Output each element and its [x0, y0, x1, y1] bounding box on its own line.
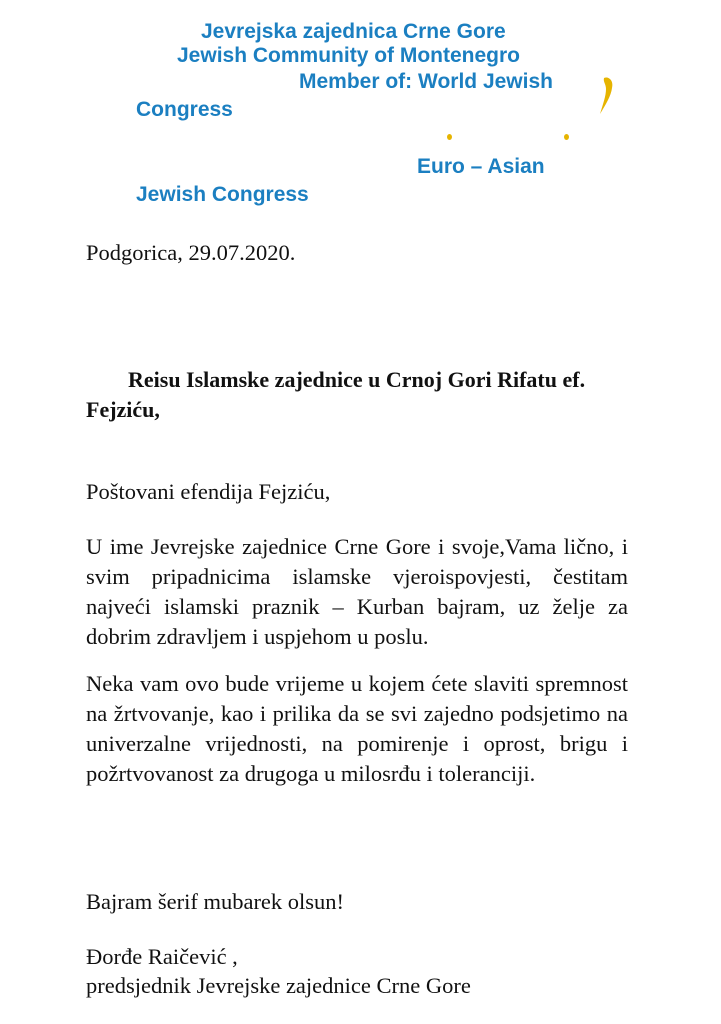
signer-name: Đorđe Raičević , — [86, 944, 238, 969]
place-and-date: Podgorica, 29.07.2020. — [86, 240, 296, 265]
membership-line: Member of: World Jewish — [299, 70, 553, 93]
closing-phrase: Bajram šerif mubarek olsun! — [86, 889, 345, 914]
greeting: Poštovani efendija Fejziću, — [86, 479, 331, 504]
recipient-heading: Reisu Islamske zajednice u Crnoj Gori Rifatu ef. Fejziću, — [86, 367, 586, 422]
membership-line-continued: Congress — [136, 98, 233, 121]
org-name-english: Jewish Community of Montenegro — [177, 44, 521, 67]
logo-fragment-icon — [594, 74, 620, 120]
logo-dot-icon — [447, 134, 452, 140]
logo-dot-icon — [564, 134, 569, 140]
membership-line-2-continued: Jewish Congress — [136, 183, 309, 206]
signer-title: predsjednik Jevrejske zajednice Crne Gore — [86, 973, 471, 998]
membership-line-2: Euro – Asian — [417, 155, 545, 178]
paragraph-wishes: Neka vam ovo bude vrijeme u kojem ćete slaviti spremnost na žrtvovanje, kao i prilika da se svi zajedno podsjetimo na univerzalne vrijednosti, na pomirenje i oprost, brigu i požrtvovanost za drugoga u milosrđu i toleranciji. — [86, 671, 628, 786]
paragraph-congratulations: U ime Jevrejske zajednice Crne Gore i svoje,Vama lično, i svim pripadnicima islamske vjeroispovjesti, čestitam najveći islamski praznik – Kurban bajram, uz želje za dobrim zdravljem i uspjehom u poslu. — [86, 534, 628, 649]
org-name-montenegrin: Jevrejska zajednica Crne Gore — [201, 20, 506, 43]
